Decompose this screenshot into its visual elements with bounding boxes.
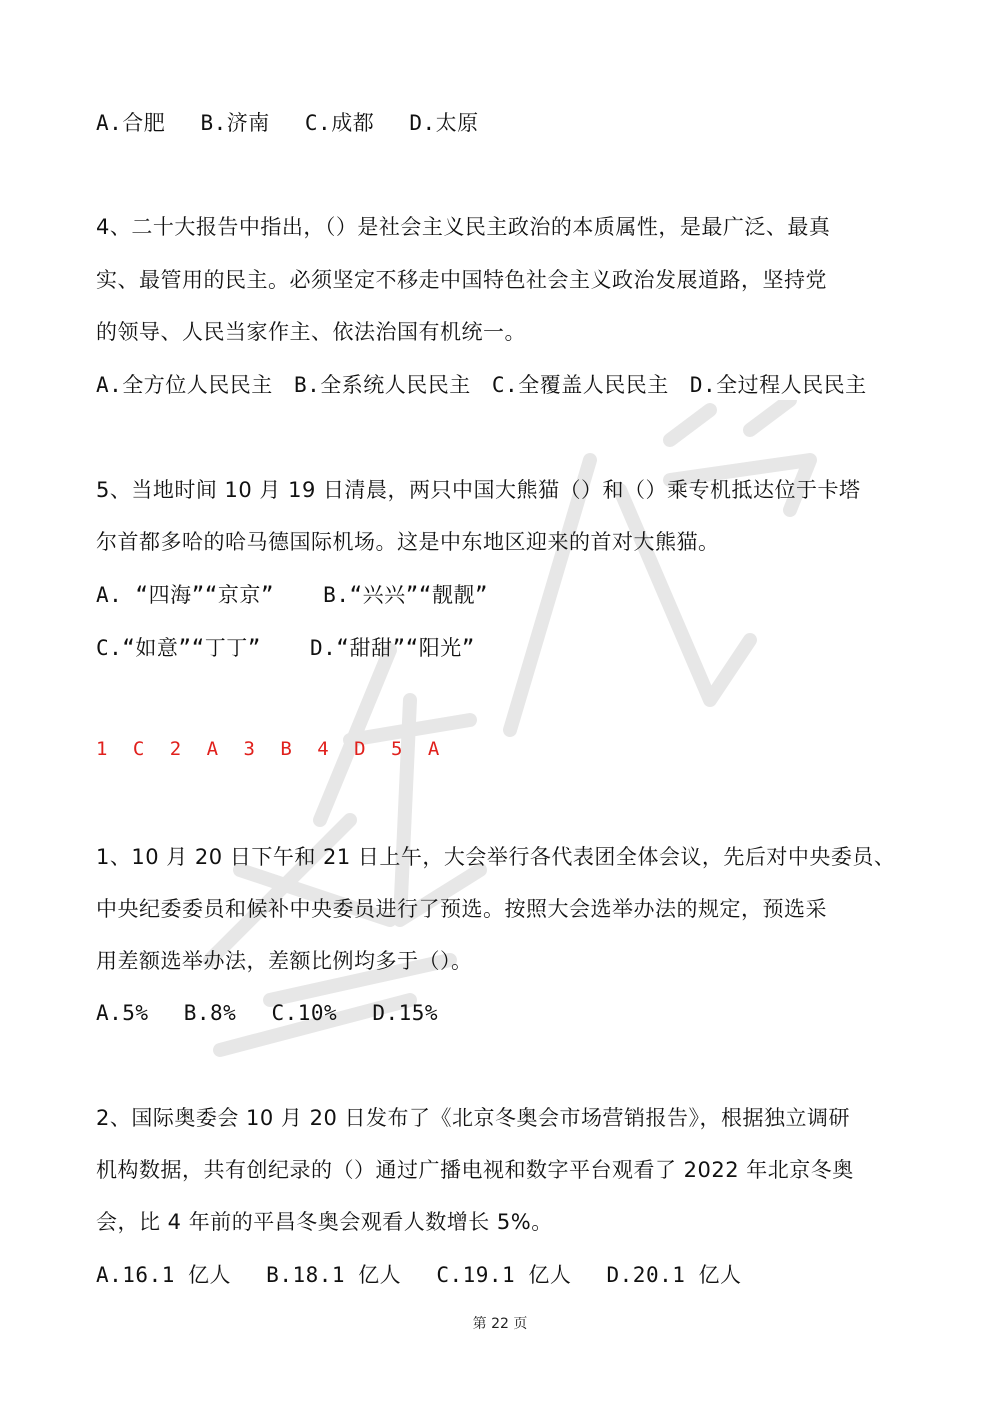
options-row [96, 108, 501, 138]
q4-text-line2: 实、最管用的民主。必须坚定不移走中国特色社会主义政治发展道路，坚持党 [96, 268, 827, 292]
q5-options-row2 [96, 633, 497, 663]
q2b-text-line3: 会，比 4 年前的平昌冬奥会观看人数增长 5%。 [96, 1210, 553, 1234]
q5-text-line1: 5、当地时间 10 月 19 日清晨，两只中国大熊猫（）和（）乘专机抵达位于卡塔 [96, 478, 861, 502]
option-a: A.全方位人民民主 [96, 373, 273, 397]
option-a: A.16.1 亿人 [96, 1263, 232, 1287]
option-b: B.济南 [200, 111, 270, 135]
option-d: D.全过程人民民主 [689, 373, 867, 397]
option-b: B.全系统人民民主 [293, 373, 471, 397]
q2b-text-line2: 机构数据，共有创纪录的（）通过广播电视和数字平台观看了 2022 年北京冬奥 [96, 1158, 854, 1182]
q1b-text-line3: 用差额选举办法，差额比例均多于（）。 [96, 949, 473, 973]
q2b-options [96, 1260, 764, 1290]
q1b-text-line1: 1、10 月 20 日下午和 21 日上午，大会举行各代表团全体会议，先后对中央委员、 [96, 845, 896, 869]
option-b: B.“兴兴”“靓靓” [323, 583, 489, 607]
option-c: C.全覆盖人民民主 [491, 373, 669, 397]
option-d: D.20.1 亿人 [606, 1263, 742, 1287]
option-b: B.8% [183, 1001, 237, 1025]
option-d: D.“甜甜”“阳光” [310, 636, 475, 660]
option-d: D.15% [372, 1001, 439, 1025]
q1b-text-line2: 中央纪委委员和候补中央委员进行了预选。按照大会选举办法的规定，预选采 [96, 897, 827, 921]
option-c: C.成都 [304, 111, 375, 135]
q4-text-line3: 的领导、人民当家作主、依法治国有机统一。 [96, 320, 526, 344]
q1b-options [96, 998, 460, 1028]
option-a: A.合肥 [96, 111, 166, 135]
option-c: C.19.1 亿人 [436, 1263, 572, 1287]
q2b-text-line1: 2、国际奥委会 10 月 20 日发布了《北京冬奥会市场营销报告》，根据独立调研 [96, 1106, 851, 1130]
page-number: 第 22 页 [472, 1316, 528, 1332]
option-c: C.“如意”“丁丁” [96, 636, 261, 660]
option-c: C.10% [271, 1001, 338, 1025]
option-b: B.18.1 亿人 [266, 1263, 402, 1287]
option-a: A. “四海”“京京” [96, 583, 275, 607]
q4-text-line1: 4、二十大报告中指出，（）是社会主义民主政治的本质属性，是最广泛、最真 [96, 215, 831, 239]
q5-text-line2: 尔首都多哈的哈马德国际机场。这是中东地区迎来的首对大熊猫。 [96, 530, 720, 554]
q4-options [96, 370, 867, 400]
option-d: D.太原 [409, 111, 479, 135]
option-a: A.5% [96, 1001, 149, 1025]
q5-options-row1 [96, 580, 510, 610]
answer-key: 1 C 2 A 3 B 4 D 5 A [96, 738, 447, 760]
